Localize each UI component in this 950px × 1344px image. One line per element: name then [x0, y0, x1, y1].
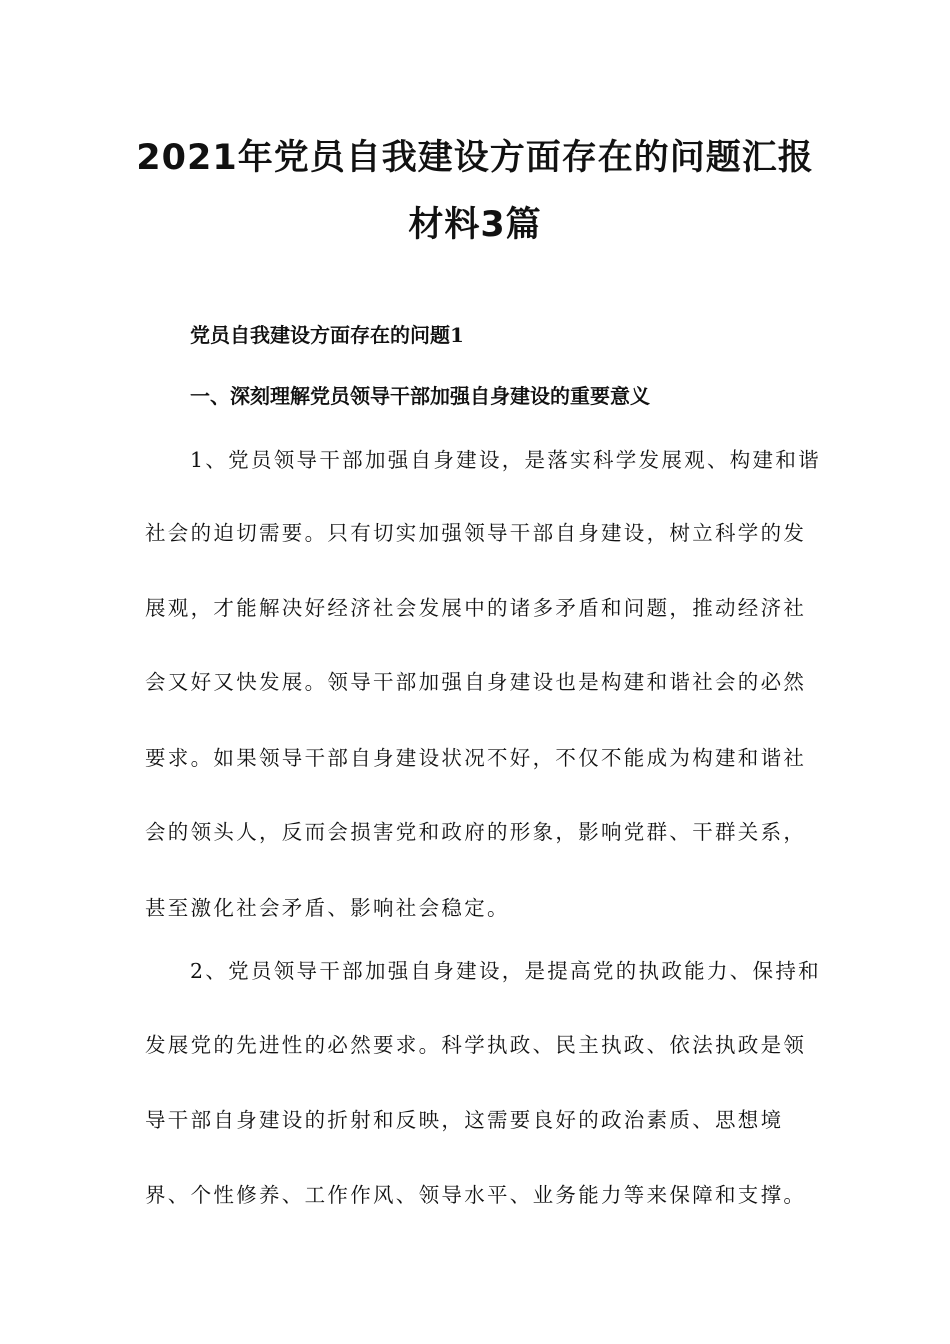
- paragraph-1-line-2: 社会的迫切需要。只有切实加强领导干部自身建设，树立科学的发: [145, 521, 807, 545]
- paragraph-2-line-1: 2、党员领导干部加强自身建设，是提高党的执政能力、保持和: [190, 959, 821, 983]
- paragraph-1-line-3: 展观，才能解决好经济社会发展中的诸多矛盾和问题，推动经济社: [145, 596, 807, 620]
- paragraph-2-line-3: 导干部自身建设的折射和反映，这需要良好的政治素质、思想境: [145, 1108, 784, 1132]
- paragraph-1-line-6: 会的领头人，反而会损害党和政府的形象，影响党群、干群关系，: [145, 820, 807, 844]
- section-title: 党员自我建设方面存在的问题1: [190, 323, 464, 347]
- paragraph-1-line-5: 要求。如果领导干部自身建设状况不好，不仅不能成为构建和谐社: [145, 746, 807, 770]
- document-title-line-1: 2021年党员自我建设方面存在的问题汇报: [136, 138, 814, 178]
- paragraph-2-line-4: 界、个性修养、工作作风、领导水平、业务能力等来保障和支撑。: [145, 1183, 807, 1207]
- paragraph-1-line-4: 会又好又快发展。领导干部加强自身建设也是构建和谐社会的必然: [145, 670, 807, 694]
- paragraph-2-line-2: 发展党的先进性的必然要求。科学执政、民主执政、依法执政是领: [145, 1033, 807, 1057]
- document-title-line-2: 材料3篇: [408, 205, 542, 245]
- paragraph-1-line-7: 甚至激化社会矛盾、影响社会稳定。: [145, 896, 510, 920]
- paragraph-1-line-1: 1、党员领导干部加强自身建设，是落实科学发展观、构建和谐: [190, 448, 821, 472]
- heading-1: 一、深刻理解党员领导干部加强自身建设的重要意义: [190, 384, 650, 408]
